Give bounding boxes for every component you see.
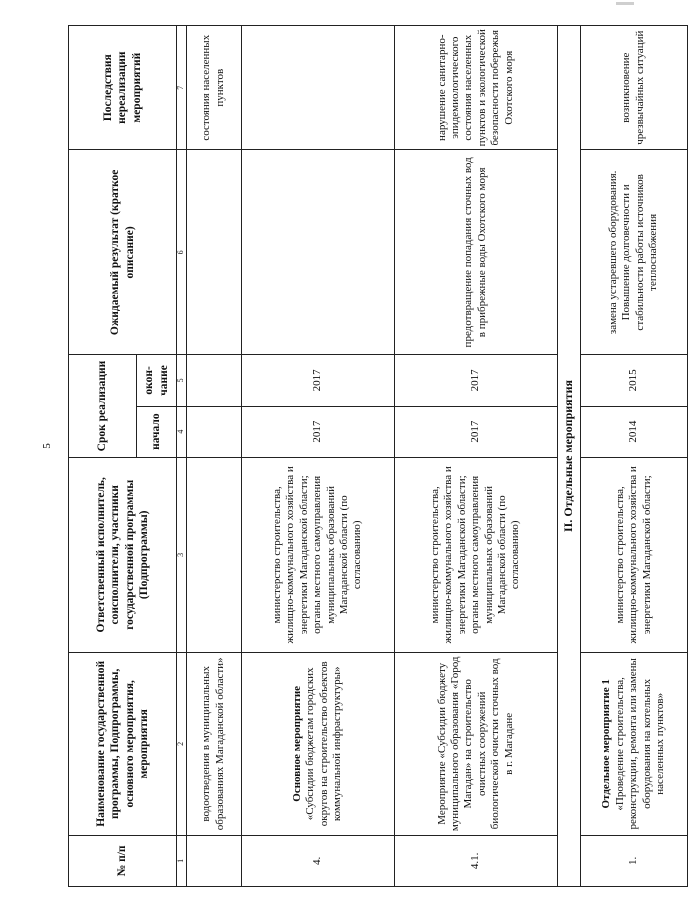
row-start: 2014 [580,406,687,457]
row-name [241,652,394,835]
row-num: 1. [580,835,687,886]
row-name-text: «Проведение строительства, реконструкции, ремонта или замены оборудования на котельных населенных пунктов» [613,658,666,830]
col-number: 7 [177,26,187,150]
table-row [394,26,557,887]
row-name: Мероприятие «Субсидии бюджету муниципального образования «Город Магадан» на строительство очистных сооружений биологической очистки сточных вод в г. Магадане [394,652,557,835]
row-name-heading: Основное мероприятие [290,685,303,802]
row-result: предотвращение попадания сточных вод в прибрежные воды Охотского моря [394,150,557,355]
row-executor [186,457,241,652]
row-consequences: возникновение чрезвычайных ситуаций [580,26,687,150]
row-start: 2017 [241,406,394,457]
col-number: 1 [177,835,187,886]
row-executor: министерство строительства, жилищно-коммунального хозяйства и энергетики Магаданской области; органы местного самоуправления муниципальных образований Магаданской области (по согласованию) [241,457,394,652]
col-number: 3 [177,457,187,652]
row-end [186,355,241,406]
row-name: водоотведения в муниципальных образованиях Магаданской области» [186,652,241,835]
row-num: 4.1. [394,835,557,886]
row-start: 2017 [394,406,557,457]
header-num: № п/п [69,835,177,886]
row-start [186,406,241,457]
program-table [68,25,688,887]
header-end: окон-чание [137,355,177,406]
table-row [186,26,241,887]
row-executor: министерство строительства, жилищно-коммунального хозяйства и энергетики Магаданской области; [580,457,687,652]
row-consequences: состояния населенных пунктов [186,26,241,150]
row-consequences [241,26,394,150]
row-executor: министерство строительства, жилищно-коммунального хозяйства и энергетики Магаданской области; органы местного самоуправления муниципальных образований Магаданской области (по согласованию) [394,457,557,652]
row-name-text: «Субсидии бюджетам городских округов на строительство объектов коммунальной инфраструктуры» [304,661,344,827]
row-name [580,652,687,835]
rotated-table-container [68,25,666,887]
header-consequences: Последствия нереализации мероприятий [69,26,177,150]
col-number: 4 [177,406,187,457]
row-end: 2015 [580,355,687,406]
col-number: 5 [177,355,187,406]
page-number: 5 [40,443,53,449]
row-result [186,150,241,355]
section-row [557,26,580,887]
table-row [580,26,687,887]
section-title: II. Отдельные мероприятия [557,26,580,887]
row-end: 2017 [394,355,557,406]
scan-mark [616,2,634,5]
header-executor: Ответственный исполнитель, соисполнители, участники государственной программы (Подпрограммы) [69,457,177,652]
col-number: 2 [177,652,187,835]
header-term: Срок реализации [69,355,137,457]
col-number: 6 [177,150,187,355]
row-num [186,835,241,886]
row-result: замена устаревшего оборудования. Повышение долговечности и стабильности работы источников теплоснабжения [580,150,687,355]
row-end: 2017 [241,355,394,406]
row-result [241,150,394,355]
row-num: 4. [241,835,394,886]
header-result: Ожидаемый результат (краткое описание) [69,150,177,355]
table-row [241,26,394,887]
header-start: начало [137,406,177,457]
header-name: Наименование государственной программы, Подпрограммы, основного мероприятия, мероприятия [69,652,177,835]
row-consequences: нарушение санитарно-эпидемиологического состояния населенных пунктов и экологической безопасности побережья Охотского моря [394,26,557,150]
row-name-heading: Отдельное мероприятие 1 [600,679,613,809]
